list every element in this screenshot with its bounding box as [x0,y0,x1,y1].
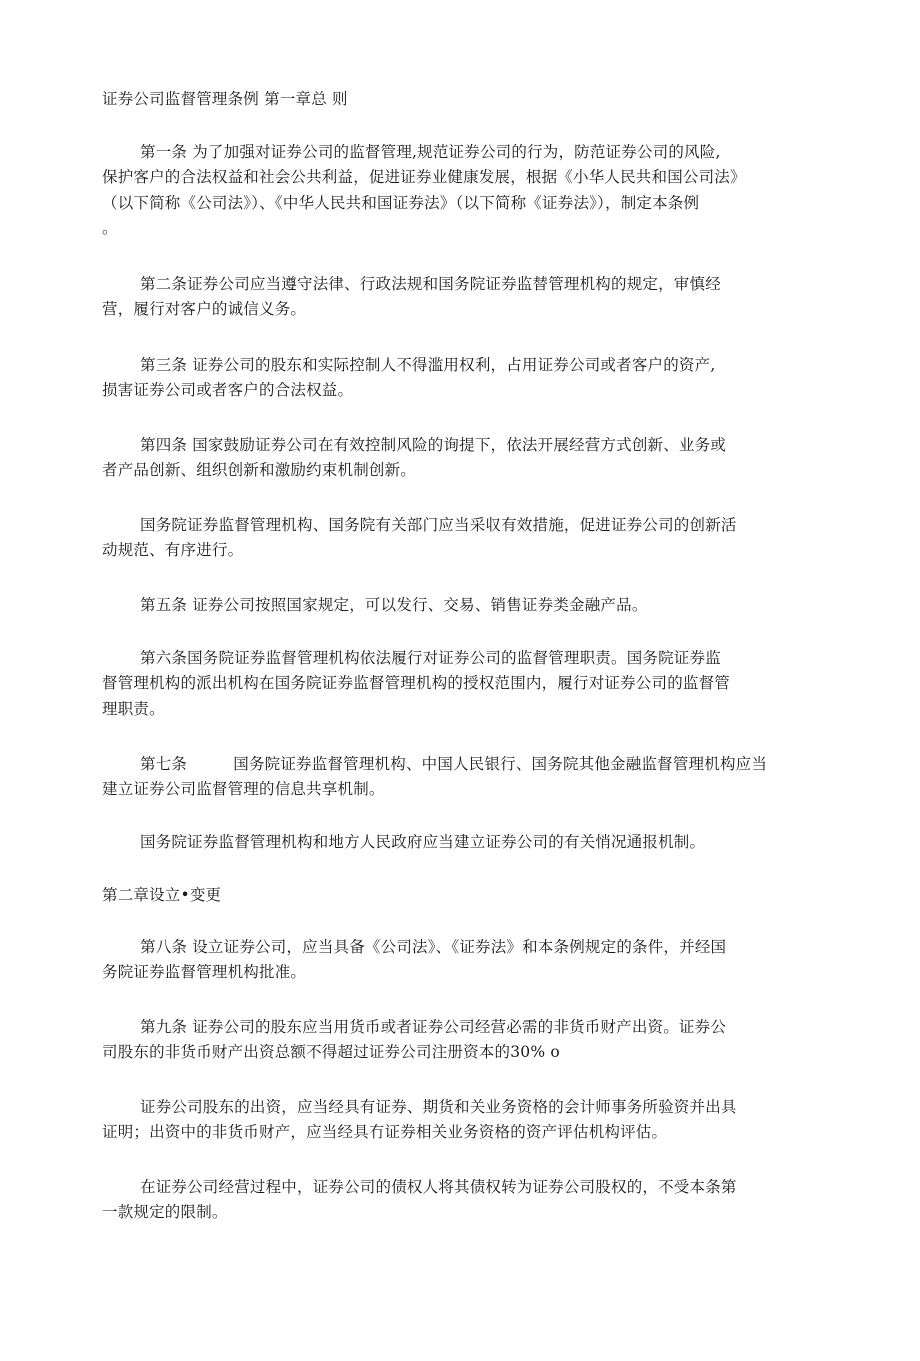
chapter-2-heading: 第二章设立•变更 [102,886,222,904]
article-1-line-3: （以下简称《公司法》）、《中华人民共和国证券法》（以下简称《证券法》），制定本条例 [102,194,700,212]
article-4-line-2: 者产品创新、组织创新和激励约束机制创新。 [102,461,417,479]
article-6-line-1: 第六条国务院证券监督管理机构依法履行对证券公司的监督管理职责。国务院证券监 [140,649,721,667]
article-5-line-1: 第五条 证券公司按照国家规定，可以发行、交易、销售证券类金融产品。 [140,596,648,614]
article-8-line-1: 第八条 设立证券公司，应当具备《公司法》、《证券法》和本条例规定的条件，并经国 [140,938,727,956]
article-2-line-1: 第二条证券公司应当遵守法律、行政法规和国务院证券监替管理机构的规定，审慎经 [140,275,721,293]
article-6-line-2: 督管理机构的派出机构在国务院证券监督管理机构的授权范围内，履行对证券公司的监督管 [102,674,731,692]
article-2-line-2: 营，履行对客户的诚信义务。 [102,300,307,318]
article-9-line-1: 第九条 证券公司的股东应当用货币或者证券公司经营必需的非货币财产出资。证券公 [140,1018,727,1036]
article-9-para-2-line-1: 证券公司股东的出资，应当经具有证券、期货和关业务资格的会计师事务所验资并出具 [140,1098,737,1116]
article-4-line-1: 第四条 国家鼓励证券公司在有效控制风险的询提下，依法开展经营方式创新、业务或 [140,436,727,454]
document-title: 证券公司监督管理条例 第一章总 则 [102,90,348,108]
article-3-line-2: 损害证券公司或者客户的合法权益。 [102,381,354,399]
article-1-line-1: 第一条 为了加强对证券公司的监督管理,规范证券公司的行为，防范证券公司的风险, [140,143,721,161]
article-1-line-4: 。 [102,219,118,237]
article-9-para-3-line-1: 在证券公司经营过程中，证券公司的债权人将其债权转为证券公司股权的，不受本条第 [140,1178,737,1196]
article-6-line-3: 理职责。 [102,700,165,718]
article-3-line-1: 第三条 证券公司的股东和实际控制人不得滥用权利，占用证券公司或者客户的资产, [140,356,716,374]
article-1-line-2: 保护客户的合法权益和社会公共利益，促进证券业健康发展，根据《小华人民共和国公司法》 [102,168,746,186]
article-9-para-3-line-2: 一款规定的限制。 [102,1203,228,1221]
article-7-line-1: 第七条 国务院证券监督管理机构、中国人民银行、国务院其他金融监督管理机构应当 [140,755,768,773]
article-9-line-2: 司股东的非货币财产出资总额不得超过证券公司注册资本的30% o [102,1043,560,1061]
article-4-para-2-line-2: 动规范、有序进行。 [102,541,244,559]
article-7-para-2-line-1: 国务院证券监督管理机构和地方人民政府应当建立证券公司的有关悄况通报机制。 [140,833,706,851]
article-4-para-2-line-1: 国务院证券监督管理机构、国务院有关部门应当采収有效措施，促进证券公司的创新活 [140,516,737,534]
article-8-line-2: 务院证券监督管理机构批准。 [102,963,307,981]
article-9-para-2-line-2: 证明；出资中的非货币财产，应当经具冇证券相关业务资格的资产评估机构评估。 [102,1123,668,1141]
article-7-line-2: 建立证券公司监督管理的信息共享机制。 [102,780,385,798]
